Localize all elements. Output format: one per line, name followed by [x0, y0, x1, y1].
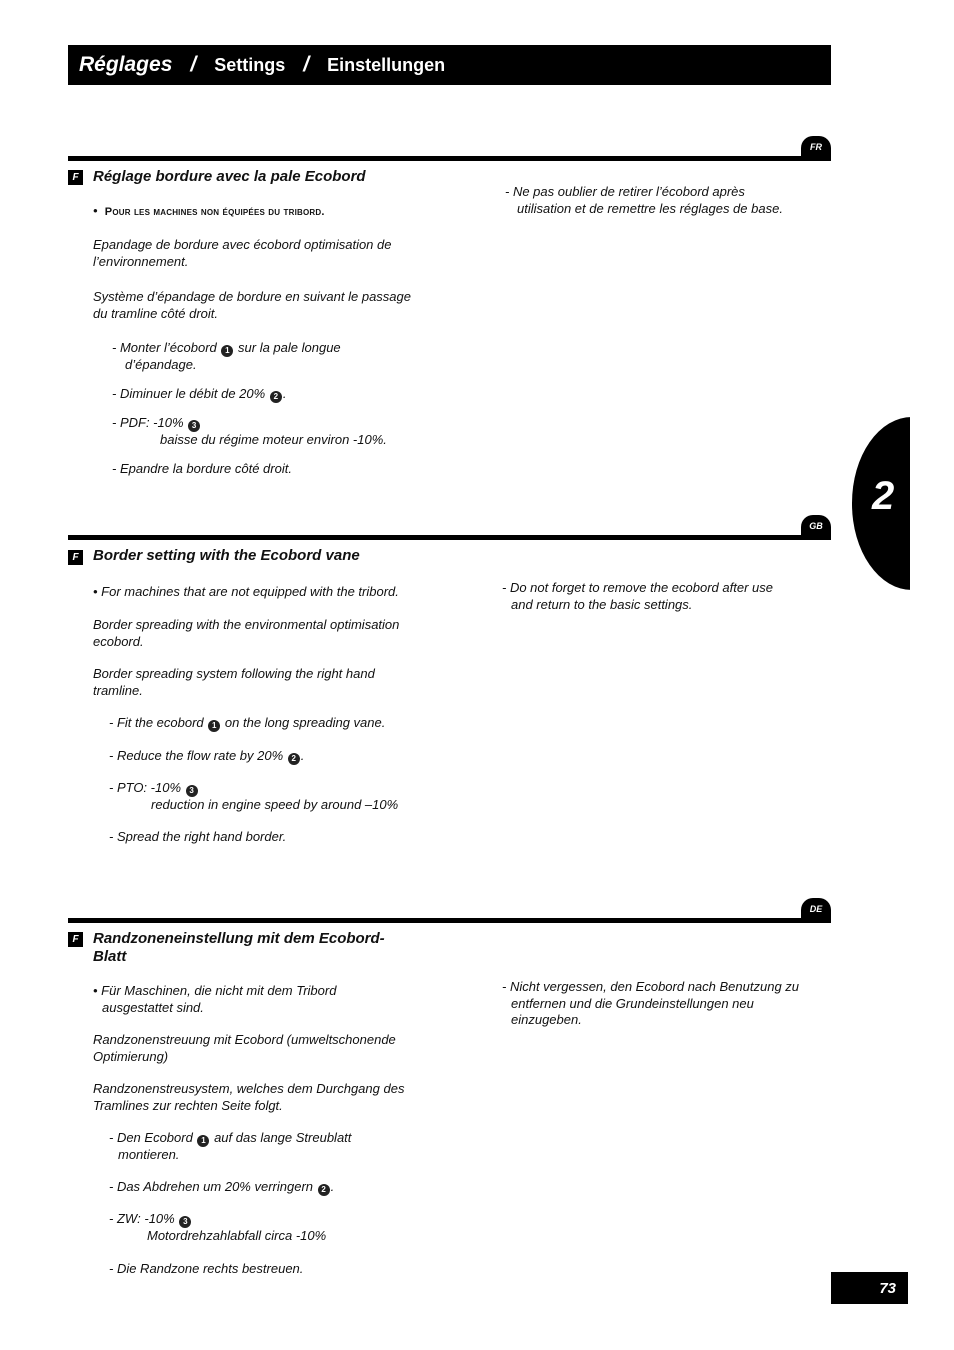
fr-bullet-text: Pour les machines non équipées du tribord. [104, 206, 325, 218]
text-line: - Nicht vergessen, den Ecobord nach Benutzung zu [502, 979, 800, 994]
header-title-de: Einstellungen [327, 54, 446, 75]
de-step-3 [109, 1211, 326, 1245]
chapter-number: 2 [872, 474, 895, 518]
marker-1-icon: 1 [208, 720, 220, 732]
text-line: reduction in engine speed by around –10% [151, 797, 399, 812]
marker-3-icon: 3 [188, 420, 200, 432]
text-run: - Den Ecobord [109, 1130, 193, 1145]
section-marker-de: F [68, 932, 83, 947]
text-run: - PDF: -10% [112, 415, 184, 430]
lang-tab-de: DE [801, 898, 831, 920]
header-separator: / [303, 53, 310, 76]
section-marker-fr: F [68, 170, 83, 185]
de-para-1 [93, 1032, 396, 1065]
text-line: and return to the basic settings. [511, 596, 693, 612]
text-run: - Reduce the flow rate by 20% [109, 748, 284, 763]
section-title-fr: Réglage bordure avec la pale Ecobord [93, 168, 366, 185]
marker-3-icon: 3 [179, 1216, 191, 1228]
text-line: Système d’épandage de bordure en suivant le passage [93, 289, 411, 304]
text-line: Randzonenstreusystem, welches dem Durchgang des [93, 1081, 405, 1096]
gb-step-4: - Spread the right hand border. [109, 829, 287, 844]
de-para-2 [93, 1081, 404, 1114]
header-title-en: Settings [214, 54, 286, 75]
text-run: - Diminuer le débit de 20% [112, 386, 266, 401]
gb-step-3 [109, 780, 398, 814]
text-run: auf das lange Streublatt [214, 1130, 352, 1145]
fr-para-1 [93, 237, 392, 270]
text-line: entfernen und die Grundeinstellungen neu [511, 995, 754, 1011]
text-line: Epandage de bordure avec écobord optimisation de [93, 237, 392, 252]
text-line: Tramlines zur rechten Seite folgt. [93, 1097, 283, 1113]
text-line: Motordrehzahlabfall circa -10% [147, 1228, 327, 1243]
de-step-1 [109, 1130, 351, 1164]
lang-tab-gb: GB [801, 515, 831, 537]
text-line: ecobord. [93, 633, 144, 649]
header-title-fr: Réglages [79, 53, 173, 76]
fr-step-2 [112, 386, 286, 403]
text-line: l’environnement. [93, 253, 189, 269]
text-line: einzugeben. [511, 1012, 582, 1027]
text-line: ausgestattet sind. [102, 999, 204, 1015]
gb-step-1 [109, 715, 385, 732]
text-run: - Fit the ecobord [109, 715, 204, 730]
text-run: - PTO: -10% [109, 780, 182, 795]
section-title-de [93, 930, 385, 966]
gb-para-1 [93, 617, 399, 650]
fr-para-2 [93, 289, 411, 322]
gb-step-2 [109, 748, 304, 765]
de-bullet [93, 983, 336, 1016]
marker-2-icon: 2 [318, 1184, 330, 1196]
text-line: tramline. [93, 682, 143, 698]
title-line: Blatt [93, 948, 127, 965]
text-line: du tramline côté droit. [93, 305, 219, 321]
title-line: Randzoneneinstellung mit dem Ecobord- [93, 930, 385, 947]
de-step-4: - Die Randzone rechts bestreuen. [109, 1261, 304, 1276]
text-line: Randzonenstreuung mit Ecobord (umweltschonende [93, 1032, 396, 1047]
text-line: montieren. [118, 1147, 180, 1162]
text-line: baisse du régime moteur environ -10%. [160, 432, 387, 447]
text-line: - Ne pas oublier de retirer l’écobord après [505, 184, 745, 199]
text-line: Optimierung) [93, 1048, 169, 1064]
gb-right-note [502, 580, 773, 613]
gb-para-2 [93, 666, 375, 699]
header-separator: / [190, 53, 197, 76]
fr-step-4: - Epandre la bordure côté droit. [112, 461, 292, 476]
text-line: - Do not forget to remove the ecobord after use [502, 580, 773, 595]
text-run: - Das Abdrehen um 20% verringern [109, 1179, 314, 1194]
page-edge [910, 400, 954, 610]
de-right-note [502, 979, 799, 1029]
de-step-2 [109, 1179, 334, 1196]
page-number: 73 [831, 1272, 908, 1304]
marker-2-icon: 2 [288, 753, 300, 765]
marker-1-icon: 1 [221, 345, 233, 357]
text-line: • Für Maschinen, die nicht mit dem Tribord [93, 983, 337, 998]
text-line: Border spreading system following the right hand [93, 666, 375, 681]
fr-bullet [93, 203, 325, 221]
section-title-gb: Border setting with the Ecobord vane [93, 547, 360, 564]
section-marker-gb: F [68, 550, 83, 565]
text-run: . [300, 748, 305, 763]
fr-step-3 [112, 415, 387, 449]
fr-step-1 [112, 340, 341, 374]
text-line: utilisation et de remettre les réglages de base. [517, 200, 783, 216]
text-run: - Monter l’écobord [112, 340, 217, 355]
text-run: . [330, 1179, 335, 1194]
fr-right-note [505, 184, 783, 217]
text-run: sur la pale longue [238, 340, 341, 355]
lang-tab-fr: FR [801, 136, 831, 158]
text-line: d’épandage. [125, 357, 197, 372]
section-rule-fr [68, 156, 831, 161]
marker-1-icon: 1 [197, 1135, 209, 1147]
marker-2-icon: 2 [270, 391, 282, 403]
section-rule-gb [68, 535, 831, 540]
text-line: Border spreading with the environmental optimisation [93, 617, 400, 632]
section-rule-de [68, 918, 831, 923]
gb-bullet: • For machines that are not equipped with the tribord. [93, 584, 399, 599]
bullet-mark: • [93, 203, 98, 218]
text-run: - ZW: -10% [109, 1211, 175, 1226]
marker-3-icon: 3 [186, 785, 198, 797]
text-run: on the long spreading vane. [224, 715, 386, 730]
page-header [68, 45, 831, 85]
text-run: . [282, 386, 287, 401]
